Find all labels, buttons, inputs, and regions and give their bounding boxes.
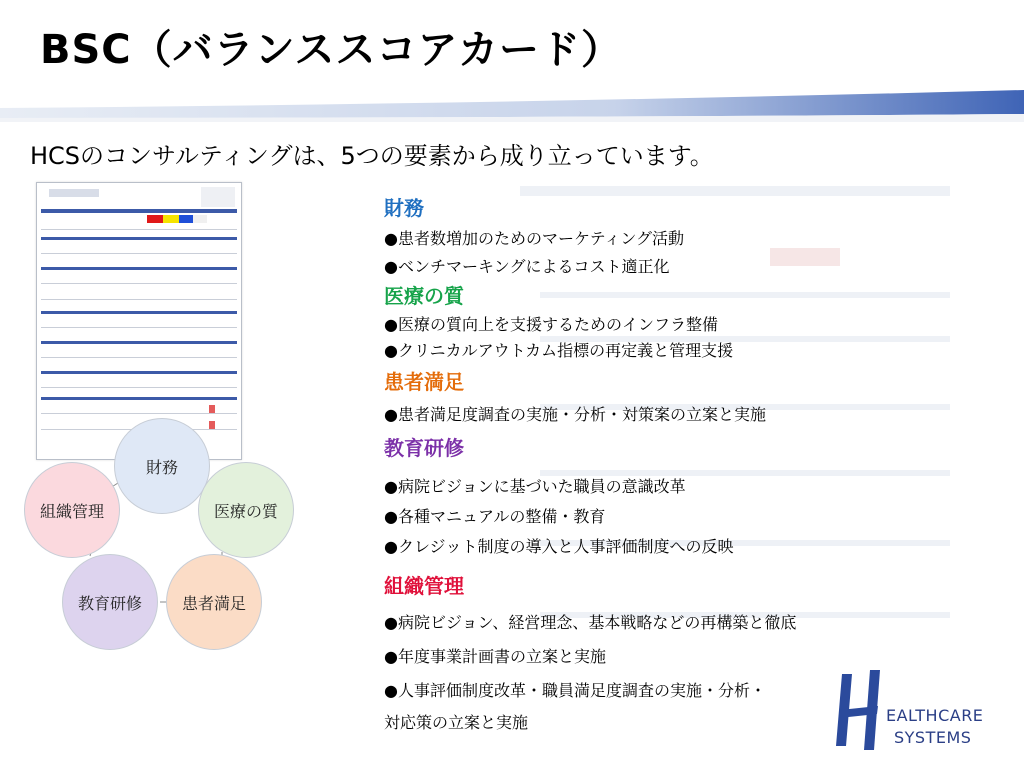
organization-item-3: ●人事評価制度改革・職員満足度調査の実施・分析・	[384, 681, 766, 700]
organization-item-2: ●年度事業計画書の立案と実施	[384, 647, 606, 666]
subtitle: HCSのコンサルティングは、5つの要素から成り立っています。	[30, 142, 714, 170]
organization-item-1: ●病院ビジョン、経営理念、基本戦略などの再構築と徹底	[384, 613, 797, 632]
section-quality-heading: 医療の質	[384, 284, 464, 308]
section-training-heading: 教育研修	[384, 436, 464, 460]
cycle-quality: 医療の質	[198, 462, 294, 558]
satisfaction-item-1: ●患者満足度調査の実施・分析・対策案の立案と実施	[384, 405, 766, 424]
finance-item-2: ●ベンチマーキングによるコスト適正化	[384, 257, 670, 276]
cycle-training: 教育研修	[62, 554, 158, 650]
finance-item-1: ●患者数増加のためのマーケティング活動	[384, 229, 685, 248]
section-satisfaction-heading: 患者満足	[384, 370, 464, 394]
organization-item-4: 対応策の立案と実施	[384, 713, 529, 732]
training-item-2: ●各種マニュアルの整備・教育	[384, 507, 606, 526]
quality-item-1: ●医療の質向上を支援するためのインフラ整備	[384, 315, 718, 334]
section-organization-heading: 組織管理	[384, 574, 464, 598]
header-band	[0, 88, 1024, 124]
quality-item-2: ●クリニカルアウトカム指標の再定義と管理支援	[384, 341, 734, 360]
scorecard-sheet-thumbnail	[36, 182, 242, 460]
cycle-finance: 財務	[114, 418, 210, 514]
cycle-satisfaction: 患者満足	[166, 554, 262, 650]
page-title: BSC（バランススコアカード）	[40, 27, 623, 73]
cycle-organization: 組織管理	[24, 462, 120, 558]
training-item-1: ●病院ビジョンに基づいた職員の意識改革	[384, 477, 686, 496]
logo-text-line1: EALTHCARE	[886, 706, 984, 725]
healthcare-systems-logo	[812, 666, 992, 756]
logo-text-line2: SYSTEMS	[894, 728, 972, 747]
training-item-3: ●クレジット制度の導入と人事評価制度への反映	[384, 537, 734, 556]
section-finance-heading: 財務	[384, 196, 424, 220]
